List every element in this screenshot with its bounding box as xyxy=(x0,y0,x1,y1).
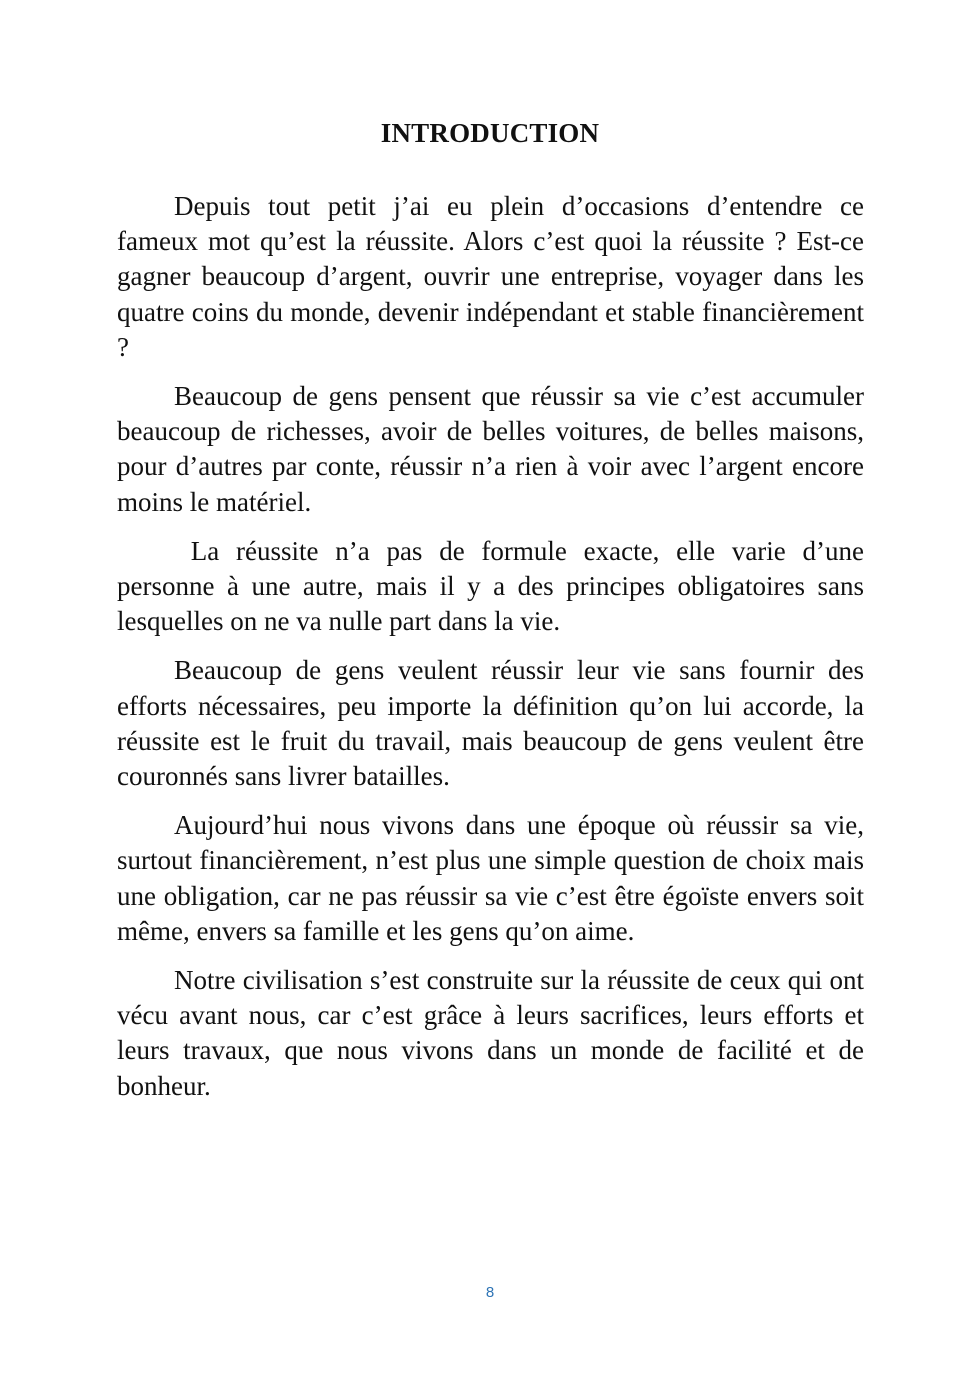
paragraph-3: La réussite n’a pas de formule exacte, elle varie d’une personne à une autre, mais il y a des principes obligatoires sans lesquelles on ne va nulle part dans la vie. xyxy=(117,535,871,637)
paragraph-4: Beaucoup de gens veulent réussir leur vie sans fournir des efforts nécessaires, peu importe la définition qu’on lui accorde, la réussite est le fruit du travail, mais beaucoup de gens veulent être couronnés sans livrer batailles. xyxy=(117,655,864,792)
paragraph-1: Depuis tout petit j’ai eu plein d’occasions d’entendre ce fameux mot qu’est la réussite. Alors c’est quoi la réussite ? Est-ce gagner beaucoup d’argent, ouvrir une entreprise, voyager dans les quatre coins du monde, devenir indépendant et stable financièrement ? xyxy=(117,191,864,362)
paragraph-6: Notre civilisation s’est construite sur la réussite de ceux qui ont vécu avant nous, car c’est grâce à leurs sacrifices, leurs efforts et leurs travaux, que nous vivons dans un monde de facilité et de bonheur. xyxy=(117,965,864,1101)
paragraph-5: Aujourd’hui nous vivons dans une époque où réussir sa vie, surtout financièrement, n’est plus une simple question de choix mais une obligation, car ne pas réussir sa vie c’est être égoïste envers soit même, envers sa famille et les gens qu’on aime. xyxy=(117,810,864,946)
page-number: 8 xyxy=(485,1284,495,1301)
paragraph-2: Beaucoup de gens pensent que réussir sa vie c’est accumuler beaucoup de richesses, avoir de belles voitures, de belles maisons, pour d’autres par conte, réussir n’a rien à voir avec l’argent encore moins le matériel. xyxy=(117,381,864,517)
page-title: INTRODUCTION xyxy=(380,118,600,148)
body-text xyxy=(117,189,871,1118)
